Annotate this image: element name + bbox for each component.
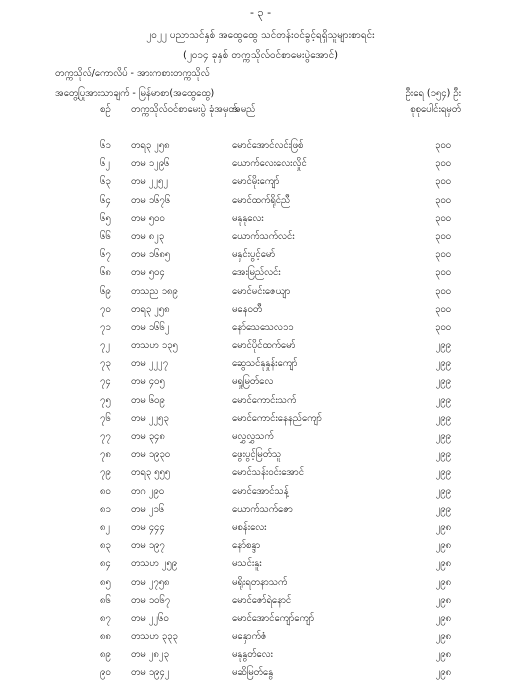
roll-number: တမ ၆၀၉ bbox=[131, 394, 165, 406]
roll-number: တသဟ ၂၅၉ bbox=[131, 558, 178, 570]
student-name: မောင်အောင်ကျော်ကျော် bbox=[232, 612, 315, 624]
row-number: ၈၀ bbox=[100, 485, 111, 497]
total-score: ၂၉၈ bbox=[435, 540, 451, 552]
roll-number: တသည ၁၈၉ bbox=[131, 285, 178, 297]
roll-number: တမ ၂၈၂၃ bbox=[131, 649, 169, 661]
header-name: အမည် bbox=[232, 104, 256, 115]
total-score: ၂၉၉ bbox=[435, 358, 451, 370]
table-row bbox=[0, 392, 521, 410]
student-name: မောင်ကောင်းသက် bbox=[232, 394, 297, 406]
total-score: ၃၀၀ bbox=[434, 321, 451, 333]
total-score: ၂၉၈ bbox=[435, 612, 451, 624]
student-name: မနုနုလေး bbox=[232, 212, 264, 224]
total-score: ၂၉၉ bbox=[435, 467, 451, 479]
student-name: မလွှလွှသက် bbox=[232, 431, 274, 442]
roll-number: တမ ၁၉၄၂ bbox=[131, 667, 170, 679]
roll-number: တမ ၂၂၆၀ bbox=[131, 612, 169, 624]
row-number: ၇၂ bbox=[100, 340, 111, 352]
student-name: မောင်ကောင်းနေနည်ကျော် bbox=[232, 412, 322, 424]
table-row bbox=[0, 373, 521, 391]
row-number: ၆၈ bbox=[100, 267, 111, 279]
total-score: ၃၀၀ bbox=[434, 249, 451, 261]
total-score: ၂၉၈ bbox=[435, 594, 451, 606]
table-row bbox=[0, 246, 521, 264]
total-score: ၂၉၉ bbox=[435, 412, 451, 424]
total-score: ၂၉၈ bbox=[435, 521, 451, 533]
row-number: ၆၅ bbox=[100, 212, 111, 224]
roll-number: တမ ၅၀၄ bbox=[131, 267, 165, 279]
table-row bbox=[0, 537, 521, 555]
header-amount: စုစုပေါင်းရမှတ် bbox=[410, 104, 461, 115]
row-number: ၇၅ bbox=[100, 394, 111, 406]
table-row bbox=[0, 301, 521, 319]
row-number: ၈၄ bbox=[100, 558, 111, 570]
table-row bbox=[0, 483, 521, 501]
row-number: ၇၇ bbox=[100, 431, 111, 442]
row-number: ၈၈ bbox=[100, 631, 111, 643]
table-row bbox=[0, 664, 521, 682]
total-score: ၂၉၈ bbox=[435, 649, 451, 661]
roll-number: တရ၃ ၂၅၈ bbox=[131, 303, 170, 315]
row-number: ၈၃ bbox=[100, 540, 111, 552]
total-score: ၂၉၈ bbox=[435, 631, 451, 643]
student-name: မနှင်းပွင့်မော် bbox=[232, 249, 276, 261]
row-number: ၉၀ bbox=[100, 667, 111, 679]
student-name: ဖွေးပွင့်မြတ်သူ bbox=[232, 449, 282, 461]
table-row bbox=[0, 428, 521, 446]
total-score: ၃၀၀ bbox=[434, 285, 451, 297]
student-name: နော်သေသေလ၁၁ bbox=[232, 321, 294, 333]
total-score: ၃၀၀ bbox=[434, 303, 451, 315]
roll-number: တသဟ ၃၃၃ bbox=[131, 631, 178, 643]
student-name: ယောက်လေးလေးလှိုင် bbox=[232, 158, 307, 170]
table-row bbox=[0, 628, 521, 646]
student-name: အေးမြည်လင်း bbox=[232, 267, 281, 279]
total-score: ၂၉၉ bbox=[435, 449, 451, 461]
table-row bbox=[0, 137, 521, 155]
row-number: ၇၄ bbox=[100, 376, 111, 388]
total-score: ၂၉၉ bbox=[435, 485, 451, 497]
student-name: ယောက်သက်ဇော bbox=[232, 503, 293, 515]
page-number: - ၃ - bbox=[249, 6, 272, 19]
row-number: ၈၁ bbox=[100, 503, 111, 515]
table-row bbox=[0, 155, 521, 173]
student-name: မနှောက်ဇံ bbox=[232, 631, 267, 643]
student-name: မရိုးရတနာသက် bbox=[232, 576, 288, 588]
roll-number: တမ ၁၉၃၀ bbox=[131, 449, 171, 461]
student-name: မနေဝတီ bbox=[232, 303, 263, 315]
row-number: ၈၆ bbox=[100, 594, 111, 606]
university-line: တက္ကသိုလ်/ကောလိပ် - အားကစားတက္ကသိုလ် bbox=[55, 68, 210, 79]
total-score: ၃၀၀ bbox=[434, 267, 451, 279]
row-number: ၇၈ bbox=[100, 449, 111, 461]
total-score: ၂၉၈ bbox=[435, 576, 451, 588]
table-row bbox=[0, 319, 521, 337]
roll-number: တမ ၂၇၅၈ bbox=[131, 576, 170, 588]
student-name: မဆိမြတ်နွေ bbox=[232, 667, 274, 679]
student-name: မောင်သန်းဝင်းအောင် bbox=[232, 467, 304, 479]
row-number: ၆၁ bbox=[100, 140, 111, 151]
total-score: ၃၀၀ bbox=[434, 212, 451, 224]
results-list bbox=[0, 137, 521, 683]
table-row bbox=[0, 228, 521, 246]
roll-number: တသဟ ၁၃၅ bbox=[131, 340, 178, 352]
total-score: ၃၀၀ bbox=[434, 158, 451, 170]
table-row bbox=[0, 192, 521, 210]
student-name: ယောက်သက်လင်း bbox=[232, 230, 295, 242]
row-number: ၈၉ bbox=[100, 649, 111, 661]
table-row bbox=[0, 173, 521, 191]
roll-number: တမ ၂၂၅၃ bbox=[131, 412, 169, 424]
total-score: ၃၀၀ bbox=[434, 230, 451, 242]
row-number: ၈၅ bbox=[100, 576, 111, 588]
table-row bbox=[0, 464, 521, 482]
row-number: ၆၄ bbox=[100, 194, 111, 206]
student-name: ဆွေသင်နုနှုန်းကျော် bbox=[232, 358, 298, 370]
document-title: ၂၀၂၂ ပညာသင်နှစ် အထွေထွေ သင်တန်းဝင်ခွင့်ရရှိသူများစာရင်း bbox=[146, 30, 375, 41]
header-no: စဉ် bbox=[100, 104, 111, 115]
row-number: ၇၁ bbox=[100, 321, 111, 333]
total-score: ၂၉၉ bbox=[435, 394, 451, 406]
total-count: ဦးရေ (၁၅၄) ဦး bbox=[405, 88, 461, 99]
row-number: ၆၆ bbox=[100, 230, 111, 242]
roll-number: တမ ၄၀၅ bbox=[131, 376, 165, 388]
major-line: အတွေ့ပြုအားသာချက် - မြန်မာစာ(အထွေထွေ) bbox=[55, 88, 215, 99]
roll-number: တမ ၁၆၇၆ bbox=[131, 194, 171, 206]
student-name: မောင်အောင်သန့် bbox=[232, 485, 289, 497]
table-row bbox=[0, 337, 521, 355]
total-score: ၂၉၉ bbox=[435, 503, 451, 515]
table-row bbox=[0, 519, 521, 537]
roll-number: တမ ၅၀၀ bbox=[131, 212, 165, 224]
table-row bbox=[0, 501, 521, 519]
row-number: ၇၀ bbox=[100, 303, 111, 315]
student-name: မောင်အောင်လင်းဖြစ် bbox=[232, 140, 304, 151]
table-row bbox=[0, 410, 521, 428]
roll-number: တမ ၂၂၂၇ bbox=[131, 358, 169, 370]
roll-number: တမ ၄၄၄ bbox=[131, 521, 165, 533]
roll-number: တမ ၈၂၃ bbox=[131, 230, 165, 242]
roll-number: တမ ၂၁၆ bbox=[131, 503, 165, 515]
student-name: မောင်မင်းဇေယျာ bbox=[232, 285, 291, 297]
table-row bbox=[0, 283, 521, 301]
table-row bbox=[0, 355, 521, 373]
table-row bbox=[0, 592, 521, 610]
roll-number: တမ ၁၆၈၅ bbox=[131, 249, 171, 261]
student-name: မောင်ဇော်ရဲနောင် bbox=[232, 594, 292, 606]
total-score: ၂၉၈ bbox=[435, 667, 451, 679]
table-row bbox=[0, 446, 521, 464]
row-number: ၇၉ bbox=[100, 467, 111, 479]
roll-number: တရ၃ ၂၅၈ bbox=[131, 140, 170, 151]
row-number: ၆၃ bbox=[100, 176, 111, 188]
row-number: ၆၂ bbox=[100, 158, 111, 170]
roll-number: တမ ၃၄၈ bbox=[131, 431, 165, 442]
student-name: မရှုမြတ်လေ bbox=[232, 376, 274, 388]
total-score: ၂၉၉ bbox=[435, 340, 451, 352]
roll-number: တဂ ၂၉၀ bbox=[131, 485, 165, 497]
roll-number: တမ ၁၉၇ bbox=[131, 540, 165, 552]
row-number: ၆၇ bbox=[100, 249, 111, 261]
table-row bbox=[0, 610, 521, 628]
row-number: ၆၉ bbox=[100, 285, 111, 297]
row-number: ၈၇ bbox=[100, 612, 111, 624]
total-score: ၂၉၉ bbox=[435, 431, 451, 442]
student-name: မောင်ထက်ရိုင်ညီ bbox=[232, 194, 291, 206]
student-name: မောင်ပိုင်ထက်မော် bbox=[232, 340, 296, 352]
roll-number: တမ ၁၆၆၂ bbox=[131, 321, 170, 333]
roll-number: တမ ၁၂၉၆ bbox=[131, 158, 170, 170]
document-subtitle: (၂၀၁၄ ခုနှစ် တက္ကသိုလ်ဝင်စာမေးပွဲအောင်) bbox=[182, 50, 339, 61]
table-row bbox=[0, 646, 521, 664]
student-name: မောင်မိုးကျော် bbox=[232, 176, 280, 188]
roll-number: တရ၃ ၅၅၅ bbox=[131, 467, 171, 479]
row-number: ၇၃ bbox=[100, 358, 111, 370]
total-score: ၂၉၈ bbox=[435, 558, 451, 570]
table-row bbox=[0, 264, 521, 282]
total-score: ၃၀၀ bbox=[434, 194, 451, 206]
student-name: နော်စန္ဒာ bbox=[232, 540, 261, 552]
table-row bbox=[0, 555, 521, 573]
student-name: မနုနွတ်လေး bbox=[232, 649, 273, 661]
table-row bbox=[0, 210, 521, 228]
table-row bbox=[0, 574, 521, 592]
roll-number: တမ ၂၂၅၂ bbox=[131, 176, 169, 188]
total-score: ၃၀၀ bbox=[434, 140, 451, 151]
student-name: မသင်းနူး bbox=[232, 558, 262, 570]
row-number: ၇၆ bbox=[100, 412, 111, 424]
total-score: ၃၀၀ bbox=[434, 176, 451, 188]
total-score: ၂၉၉ bbox=[435, 376, 451, 388]
row-number: ၈၂ bbox=[100, 521, 111, 533]
roll-number: တမ ၁၀၆၇ bbox=[131, 594, 171, 606]
student-name: မစန်းလေး bbox=[232, 521, 267, 533]
header-roll: တက္ကသိုလ်ဝင်စာမေးပွဲ ခုံအမှတ် bbox=[131, 104, 238, 115]
